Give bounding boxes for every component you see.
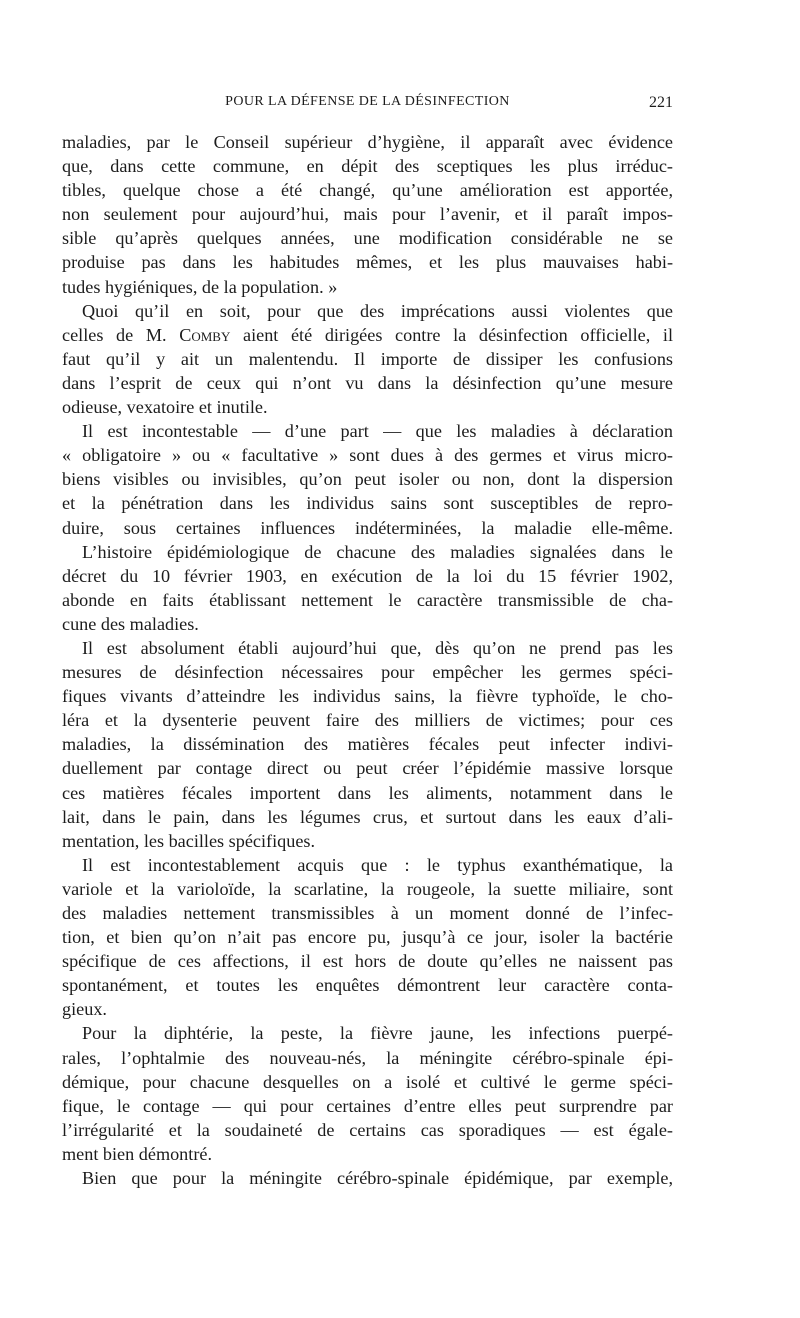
- text-line: sible qu’après quelques années, une modification considérable ne se: [62, 228, 673, 249]
- text-line: l’irrégularité et la soudaineté de certains cas sporadiques — est égale-: [62, 1119, 673, 1140]
- text-line: abonde en faits établissant nettement le caractère transmissible de cha-: [62, 589, 673, 610]
- text-line: que, dans cette commune, en dépit des sceptiques les plus irréduc-: [62, 156, 673, 177]
- paragraph: [62, 853, 673, 1022]
- text-line: L’histoire épidémiologique de chacune des maladies signalées dans le: [82, 541, 673, 562]
- text-line: ces matières fécales importent dans les aliments, notamment dans le: [62, 782, 673, 803]
- text-line: faut qu’il y ait un malentendu. Il importe de dissiper les confusions: [62, 348, 673, 369]
- text-line: Il est incontestablement acquis que : le typhus exanthématique, la: [82, 854, 673, 875]
- text-line: maladies, par le Conseil supérieur d’hygiène, il apparaît avec évidence: [62, 132, 673, 152]
- text-line: maladies, la dissémination des matières fécales peut infecter indivi-: [62, 734, 673, 755]
- text-line: Il est incontestable — d’une part — que les maladies à déclaration: [82, 421, 673, 442]
- text-line: des maladies nettement transmissibles à un moment donné de l’infec-: [62, 903, 673, 923]
- text-line: décret du 10 février 1903, en exécution de la loi du 15 février 1902,: [62, 565, 673, 586]
- page-number: 221: [649, 94, 673, 111]
- author-name: Comby: [179, 324, 231, 345]
- text-line: mentation, les bacilles spécifiques.: [62, 830, 316, 851]
- text-line: produise pas dans les habitudes mêmes, et les plus mauvaises habi-: [62, 252, 673, 273]
- text-line: Pour la diphtérie, la peste, la fièvre jaune, les infections puerpé-: [82, 1023, 673, 1044]
- text-line: duellement par contage direct ou peut créer l’épidémie massive lorsque: [62, 758, 673, 779]
- text-line: dans l’esprit de ceux qui n’ont vu dans la désinfection qu’une mesure: [62, 372, 673, 393]
- text-line: Il est absolument établi aujourd’hui que, dès qu’on ne prend pas les: [82, 637, 673, 658]
- body-text: [62, 130, 673, 1190]
- text-line: variole et la varioloïde, la scarlatine, la rougeole, la suette miliaire, sont: [62, 878, 673, 899]
- text-line: tibles, quelque chose a été changé, qu’une amélioration est apportée,: [62, 180, 673, 201]
- text-line: fique, le contage — qui pour certaines d’entre elles peut surprendre par: [62, 1095, 673, 1116]
- text-fragment: celles de M.: [62, 324, 180, 345]
- paragraph: [62, 1166, 673, 1190]
- text-line: duire, sous certaines influences indéterminées, la maladie elle-même.: [62, 517, 673, 538]
- text-line: « obligatoire » ou « facultative » sont dues à des germes et virus micro-: [62, 445, 673, 466]
- text-line: et la pénétration dans les individus sains sont susceptibles de repro-: [62, 493, 673, 514]
- text-line: fiques vivants d’atteindre les individus sains, la fièvre typhoïde, le cho-: [62, 686, 673, 707]
- paragraph: [62, 130, 673, 299]
- text-line: odieuse, vexatoire et inutile.: [62, 397, 268, 418]
- text-line: Quoi qu’il en soit, pour que des imprécations aussi violentes que: [82, 300, 673, 321]
- running-title: POUR LA DÉFENSE DE LA DÉSINFECTION: [225, 94, 510, 109]
- page-header: [62, 94, 673, 116]
- text-line: biens visibles ou invisibles, qu’on peut isoler ou non, dont la dispersion: [62, 469, 673, 490]
- text-line: gieux.: [62, 999, 107, 1020]
- text-line: spécifique de ces affections, il est hors de doute qu’elles ne naissent pas: [62, 951, 673, 972]
- paragraph: [62, 299, 673, 419]
- text-line: rales, l’ophtalmie des nouveau-nés, la méningite cérébro-spinale épi-: [62, 1047, 673, 1068]
- text-line: spontanément, et toutes les enquêtes démontrent leur caractère conta-: [62, 975, 673, 996]
- text-line: Bien que pour la méningite cérébro-spinale épidémique, par exemple,: [82, 1168, 673, 1189]
- paragraph: [62, 419, 673, 539]
- text-fragment: aient été dirigées contre la désinfection officielle, il: [230, 324, 674, 345]
- text-line: [62, 323, 673, 347]
- paragraph: [62, 540, 673, 636]
- text-line: mesures de désinfection nécessaires pour empêcher les germes spéci-: [62, 662, 673, 683]
- paragraph: [62, 1021, 673, 1166]
- text-line: non seulement pour aujourd’hui, mais pour l’avenir, et il paraît impos-: [62, 204, 673, 225]
- text-line: ment bien démontré.: [62, 1143, 213, 1164]
- text-line: démique, pour chacune desquelles on a isolé et cultivé le germe spéci-: [62, 1071, 673, 1092]
- text-line: tudes hygiéniques, de la population. »: [62, 276, 338, 297]
- text-line: lait, dans le pain, dans les légumes crus, et surtout dans les eaux d’ali-: [62, 806, 673, 827]
- paragraph: [62, 636, 673, 853]
- text-line: tion, et bien qu’on n’ait pas encore pu, jusqu’à ce jour, isoler la bactérie: [62, 927, 673, 948]
- text-line: léra et la dysenterie peuvent faire des milliers de victimes; pour ces: [62, 710, 673, 731]
- text-line: cune des maladies.: [62, 613, 199, 634]
